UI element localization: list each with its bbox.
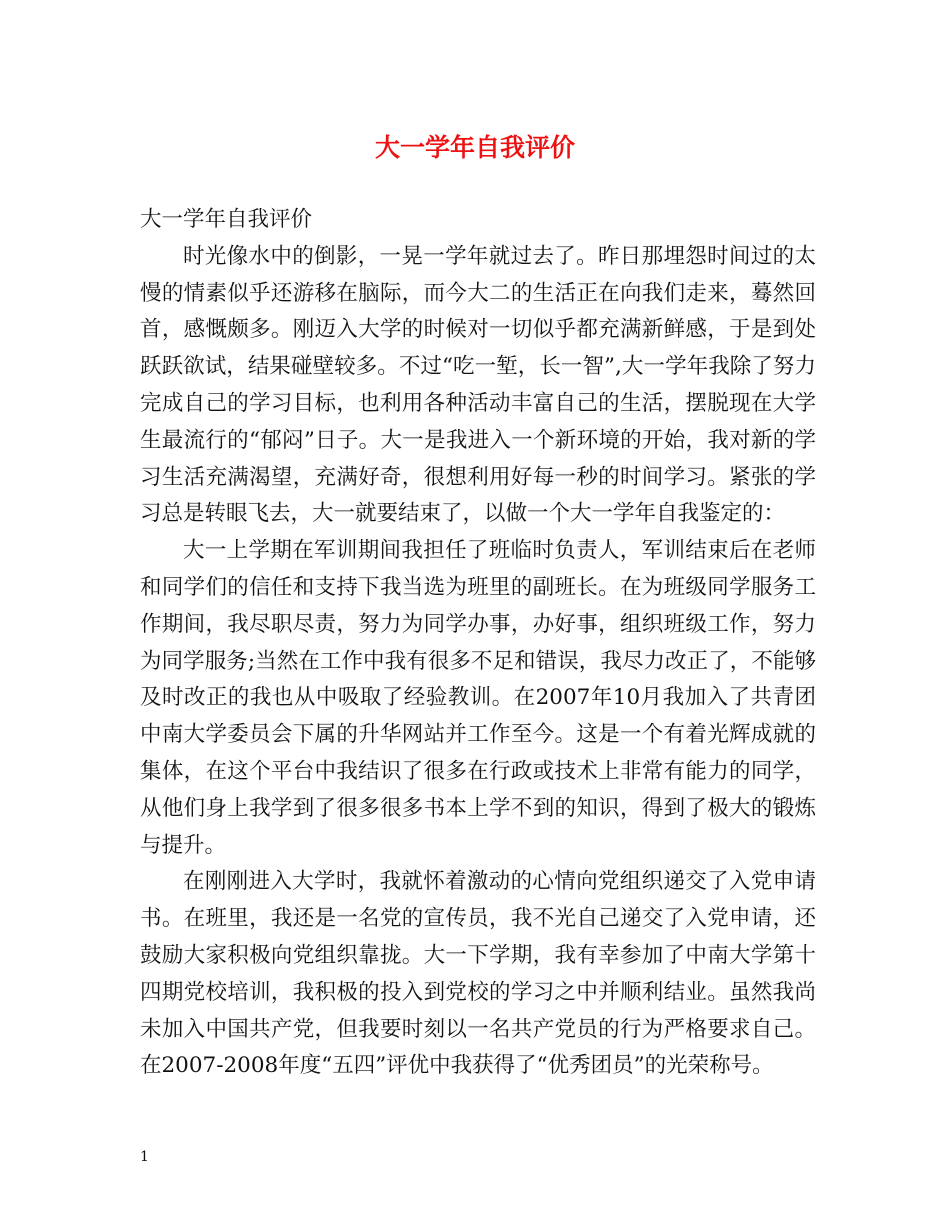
paragraph-3: 在刚刚进入大学时，我就怀着激动的心情向党组织递交了入党申请书。在班里，我还是一名党的宣传员，我不光自己递交了入党申请，还鼓励大家积极向党组织靠拢。大一下学期，我有幸参加了中南大学第十四期党校培训，我积极的投入到党校的学习之中并顺利结业。虽然我尚未加入中国共产党，但我要时刻以一名共产党员的行为严格要求自己。在2007-2008年度“五四”评优中我获得了“优秀团员”的光荣称号。 [140,869,816,1079]
document-title: 大一学年自我评价 [374,133,575,162]
document-subtitle: 大一学年自我评价 [140,207,313,232]
paragraph-1: 时光像水中的倒影，一晃一学年就过去了。昨日那埋怨时间过的太慢的情素似乎还游移在脑际，而今大二的生活正在向我们走来，蓦然回首，感慨颇多。刚迈入大学的时候对一切似乎都充满新鲜感，于是到处跃跃欲试，结果碰壁较多。不过“吃一堑，长一智”,大一学年我除了努力完成自己的学习目标，也利用各种活动丰富自己的生活，摆脱现在大学生最流行的“郁闷”日子。大一是我进入一个新环境的开始，我对新的学习生活充满渴望，充满好奇，很想利用好每一秒的时间学习。紧张的学习总是转眼飞去，大一就要结束了，以做一个大一学年自我鉴定的： [140,243,816,527]
paragraph-2: 大一上学期在军训期间我担任了班临时负责人，军训结束后在老师和同学们的信任和支持下我当选为班里的副班长。在为班级同学服务工作期间，我尽职尽责，努力为同学办事，办好事，组织班级工作，努力为同学服务;当然在工作中我有很多不足和错误，我尽力改正了，不能够及时改正的我也从中吸取了经验教训。在2007年10月我加入了共青团中南大学委员会下属的升华网站并工作至今。这是一个有着光辉成就的集体，在这个平台中我结识了很多在行政或技术上非常有能力的同学，从他们身上我学到了很多很多书本上学不到的知识，得到了极大的锻炼与提升。 [140,538,816,858]
document-body [140,202,816,1085]
page-number: 1 [140,1149,149,1165]
